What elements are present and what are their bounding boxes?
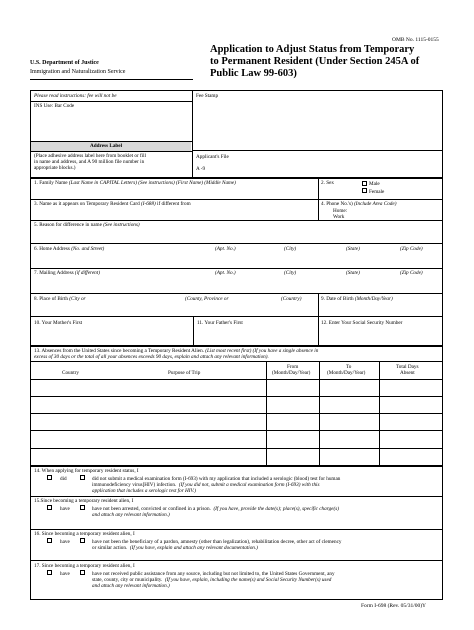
address-note-1: (Place adhesive address label here from booklet or fill xyxy=(34,153,147,159)
absences-question-line-2: excess of 30 days or the total of all your absences exceeds 90 days, explain and attach any relevant information). xyxy=(34,354,269,360)
mail-apt-label: (Apt. No.) xyxy=(215,270,236,276)
absences-question-line-1: 13. Absences from the United States since becoming a Temporary Resident Alien. (List most recent first) (If you have a single absence in xyxy=(34,348,319,354)
q16-have-label: have xyxy=(60,539,70,545)
col-to-date: (Month/Day/Year) xyxy=(327,370,366,376)
q14-did-label: did xyxy=(60,476,67,482)
form-number: Form I-698 (Rev. 05/31/00)Y xyxy=(361,603,427,609)
home-apt-label: (Apt. No.) xyxy=(215,246,236,252)
home-phone-field[interactable]: Home: xyxy=(333,208,348,214)
mail-state-label: (State) xyxy=(346,270,360,276)
phone-label: 4. Phone No.'s) (Include Area Code) xyxy=(321,201,397,207)
q14-text-2: immunodeficiency virus[HIV) infection. (If you did not, submit a medical examination form (I-693) with this xyxy=(92,482,320,488)
q15-text-1: have not been arrested, convicted or confined in a prison. (If you have, provide the date(s); place(s), specific charge(s) xyxy=(92,506,339,512)
instructions-note: Please read instructions: fee will not be xyxy=(34,93,117,99)
home-city-label: (City) xyxy=(284,246,297,252)
q15-text-2: and attach any relevant information.) xyxy=(92,512,170,518)
q17-text-2: state, county, city or municipality. (If you have, explain, including the name(s) and Social Security Number(s) used xyxy=(92,577,332,583)
q14-heading: 14. When applying for temporary resident status, I xyxy=(34,468,139,474)
address-note-3: appropriate blocks.) xyxy=(34,165,76,171)
col-country: Country xyxy=(62,370,80,376)
home-state-label: (State) xyxy=(346,246,360,252)
q17-text-1: have not received public assistance from any source, including but not limited to, the United States Government, any xyxy=(92,571,335,577)
q16-heading: 16. Since becoming a temporary resident alien, I xyxy=(34,531,135,537)
agency-name: U.S. Department of Justice xyxy=(30,60,99,66)
q14-text-3: application that includes a serologic test for HIV.) xyxy=(92,488,197,494)
date-of-birth-field[interactable]: 9. Date of Birth (Month/Day/Year) xyxy=(321,296,393,302)
form-title-line-2: to Permanent Resident (Under Section 245A of xyxy=(210,56,420,67)
col-to: To xyxy=(346,364,352,370)
name-difference-reason-field[interactable]: 5. Reason for difference in name (See instructions) xyxy=(34,222,140,228)
form-title-line-3: Public Law 99-603) xyxy=(210,68,297,79)
county-label: (County, Province or xyxy=(185,296,229,302)
sex-label: 2. Sex xyxy=(321,180,334,186)
form-title-line-1: Application to Adjust Status from Temporary xyxy=(210,44,415,55)
col-total-days: Total Days xyxy=(396,364,419,370)
mothers-first-name-field[interactable]: 10. Your Mother's First xyxy=(34,320,83,326)
q14-did-not-checkbox[interactable] xyxy=(80,475,85,480)
work-phone-field[interactable]: Work xyxy=(333,214,345,220)
q15-heading: 15.Since becoming a temporary resident alien, I xyxy=(34,498,134,504)
male-checkbox[interactable] xyxy=(362,181,367,186)
female-label: Female xyxy=(369,189,385,195)
a-number-field[interactable]: A -9 xyxy=(196,166,206,172)
col-from-date: (Month/Day/Year) xyxy=(272,370,311,376)
ssn-field[interactable]: 12. Enter Your Social Security Number xyxy=(321,320,403,326)
q17-have-checkbox[interactable] xyxy=(47,570,52,575)
place-of-birth-field[interactable]: 8. Place of Birth (City or xyxy=(34,296,86,302)
q14-did-checkbox[interactable] xyxy=(47,475,52,480)
col-purpose: Purpose of Trip xyxy=(168,370,201,376)
address-label-heading: Address Label xyxy=(90,143,123,149)
mailing-address-field[interactable]: 7. Mailing Address (if different) xyxy=(34,270,100,276)
q17-have-not-checkbox[interactable] xyxy=(80,570,85,575)
female-checkbox[interactable] xyxy=(362,188,367,193)
mail-city-label: (City) xyxy=(284,270,297,276)
q17-heading: 17. Since becoming a temporary resident alien, I xyxy=(34,563,135,569)
q16-have-checkbox[interactable] xyxy=(47,538,52,543)
q14-text-1: did not submit a medical examination form (I-693) with my application that included a serologic (blood) test for human xyxy=(92,476,341,482)
col-from: From xyxy=(287,364,299,370)
omb-number: OMB No. 1115-0155 xyxy=(392,37,439,43)
q16-text-2: or similar action. (If you have, explain and attach any relevant documentation.) xyxy=(92,545,258,551)
home-address-field[interactable]: 6. Home Address (No. and Street) xyxy=(34,246,105,252)
mail-zip-label: (Zip Code) xyxy=(400,270,423,276)
temp-card-name-field[interactable]: 3. Name as it appears on Temporary Resident Card (I-688) if different from xyxy=(34,201,191,207)
family-name-field[interactable]: 1. Family Name (Last Name in CAPITAL Letters) (See instructions) (First Name) (Middle Name) xyxy=(34,180,236,186)
fee-stamp-label[interactable]: Fee Stamp xyxy=(196,93,219,99)
q15-have-label: have xyxy=(60,506,70,512)
q16-have-not-checkbox[interactable] xyxy=(80,538,85,543)
address-note-2: in name and address, and A 90 million file number in xyxy=(34,159,145,165)
q15-have-checkbox[interactable] xyxy=(47,505,52,510)
q17-have-label: have xyxy=(60,571,70,577)
ins-use-barcode[interactable]: INS Use: Bar Code xyxy=(34,103,75,109)
country-label: (Country) xyxy=(281,296,302,302)
applicant-file-label: Applicant's File xyxy=(196,154,229,160)
q17-text-3: and attach any relevant information.) xyxy=(92,583,170,589)
col-total-absent: Absent xyxy=(400,370,415,376)
male-label: Male xyxy=(369,181,380,187)
fathers-first-name-field[interactable]: 11. Your Father's First xyxy=(197,320,243,326)
service-name: Immigration and Naturalization Service xyxy=(30,69,126,75)
q15-have-not-checkbox[interactable] xyxy=(80,505,85,510)
q16-text-1: have not been the beneficiary of a pardon, amnesty (other than legalization), rehabilitation decree, other act of clemency xyxy=(92,539,342,545)
home-zip-label: (Zip Code) xyxy=(400,246,423,252)
